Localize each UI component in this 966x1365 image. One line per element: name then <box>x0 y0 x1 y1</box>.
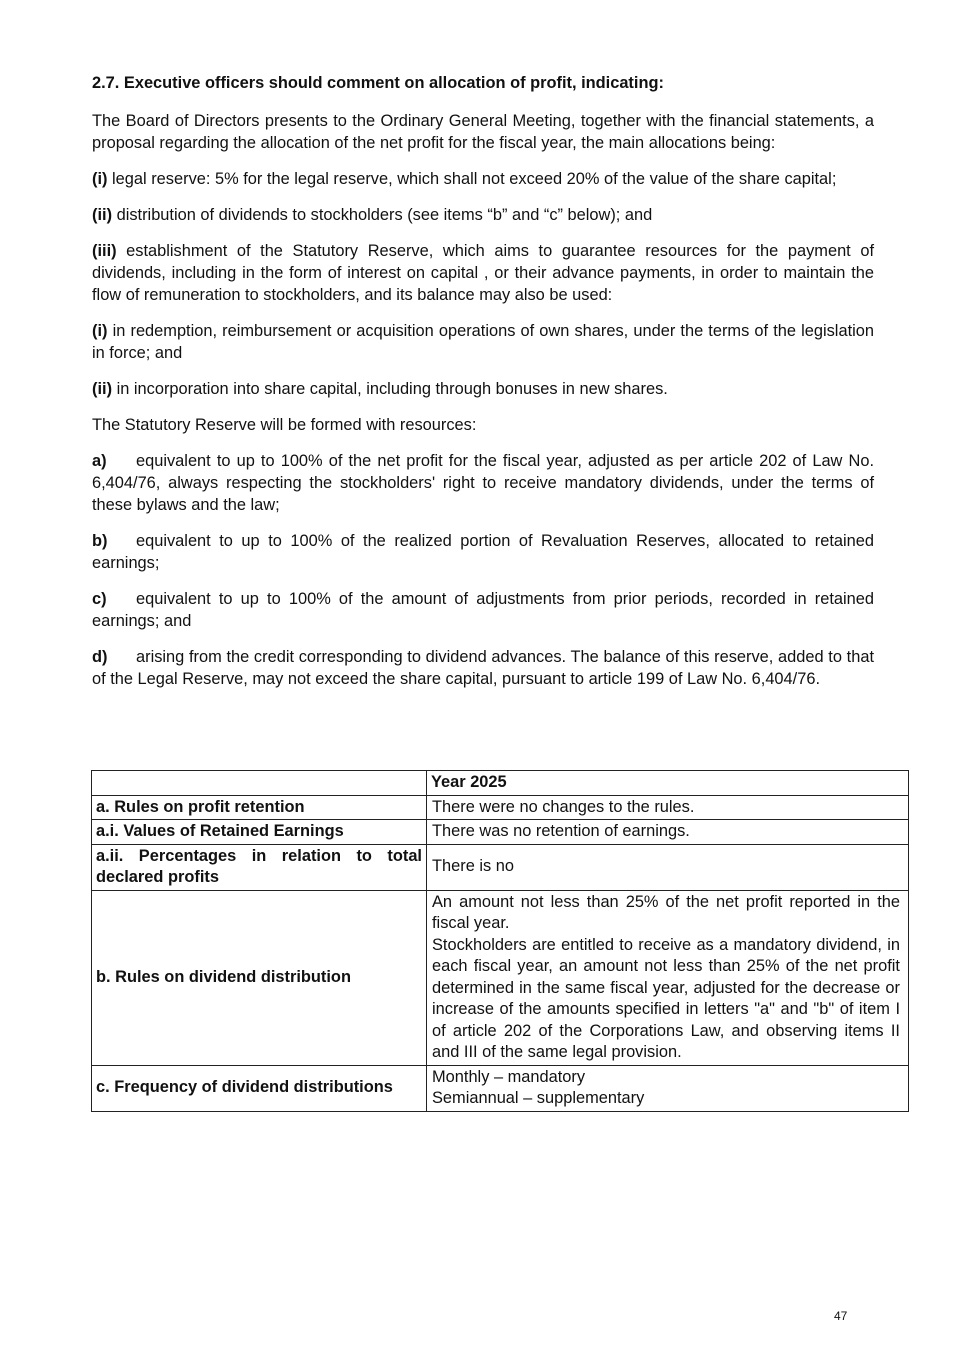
row-label: b. Rules on dividend distribution <box>92 890 427 1065</box>
item-text: legal reserve: 5% for the legal reserve, which shall not exceed 20% of the value of the share capital; <box>107 170 837 188</box>
item-text: establishment of the Statutory Reserve, which aims to guarantee resources for the payment of dividends, including in the form of interest on capital , or their advance payments, in order to maintain the flow of remuneration to stockholders, and its balance may also be used: <box>92 242 874 304</box>
resource-label: c) <box>92 590 107 608</box>
row-value: There was no retention of earnings. <box>427 820 909 845</box>
allocation-item <box>92 320 874 364</box>
item-text: distribution of dividends to stockholders (see items “b” and “c” below); and <box>112 206 653 224</box>
row-value: There is no <box>427 844 909 890</box>
intro-paragraph: The Board of Directors presents to the Ordinary General Meeting, together with the financial statements, a proposal regarding the allocation of the net profit for the fiscal year, the main allocations being: <box>92 112 874 152</box>
value-line: Stockholders are entitled to receive as a mandatory dividend, in each fiscal year, an amount not less than 25% of the net profit determined in the same fiscal year, adjusted for the decrease or increase of the amounts specified in letters "a" and "b" of item I of article 202 of the Corporations Law, and observing items II and III of the same legal provision. <box>432 935 900 1061</box>
row-label: a.ii. Percentages in relation to total declared profits <box>92 844 427 890</box>
value-line: An amount not less than 25% of the net profit reported in the fiscal year. <box>432 892 900 932</box>
header-blank-cell <box>92 771 427 796</box>
resource-text: equivalent to up to 100% of the amount of adjustments from prior periods, recorded in retained earnings; and <box>92 590 874 630</box>
allocation-item <box>92 378 874 400</box>
allocation-item <box>92 168 874 190</box>
table-row <box>92 1065 909 1111</box>
resource-item <box>92 530 874 574</box>
item-text: in redemption, reimbursement or acquisition operations of own shares, under the terms of the legislation in force; and <box>92 322 874 362</box>
value-line: Semiannual – supplementary <box>432 1089 645 1107</box>
table-row <box>92 795 909 820</box>
item-text: in incorporation into share capital, including through bonuses in new shares. <box>112 380 668 398</box>
item-label: (i) <box>92 322 108 340</box>
resource-label: a) <box>92 452 107 470</box>
document-body <box>92 72 874 704</box>
table-row <box>92 820 909 845</box>
item-label: (i) <box>92 170 108 188</box>
section-heading: 2.7. Executive officers should comment on allocation of profit, indicating: <box>92 74 664 92</box>
resource-item <box>92 588 874 632</box>
resource-text: equivalent to up to 100% of the realized portion of Revaluation Reserves, allocated to retained earnings; <box>92 532 874 572</box>
row-value <box>427 1065 909 1111</box>
page-number: 47 <box>834 1309 848 1323</box>
row-value <box>427 890 909 1065</box>
row-label: a.i. Values of Retained Earnings <box>92 820 427 845</box>
header-year-cell: Year 2025 <box>427 771 909 796</box>
statutory-intro: The Statutory Reserve will be formed with resources: <box>92 416 477 434</box>
resource-text: equivalent to up to 100% of the net profit for the fiscal year, adjusted as per article 202 of Law No. 6,404/76, always respecting the stockholders' right to receive mandatory dividends, under the terms of these bylaws and the law; <box>92 452 874 514</box>
profit-allocation-table <box>91 770 909 1112</box>
resource-text: arising from the credit corresponding to dividend advances. The balance of this reserve, added to that of the Legal Reserve, may not exceed the share capital, pursuant to article 199 of Law No. 6,404/76. <box>92 648 874 688</box>
row-value: There were no changes to the rules. <box>427 795 909 820</box>
row-label: a. Rules on profit retention <box>92 795 427 820</box>
value-line: Monthly – mandatory <box>432 1067 586 1086</box>
resource-label: d) <box>92 648 108 666</box>
table-row <box>92 844 909 890</box>
table-row <box>92 890 909 1065</box>
allocation-item <box>92 204 874 226</box>
resource-item <box>92 646 874 690</box>
item-label: (ii) <box>92 206 113 224</box>
resource-item <box>92 450 874 516</box>
item-label: (iii) <box>92 242 117 260</box>
allocation-item <box>92 240 874 306</box>
table-header-row <box>92 771 909 796</box>
resource-label: b) <box>92 532 108 550</box>
item-label: (ii) <box>92 380 113 398</box>
row-label: c. Frequency of dividend distributions <box>92 1065 427 1111</box>
